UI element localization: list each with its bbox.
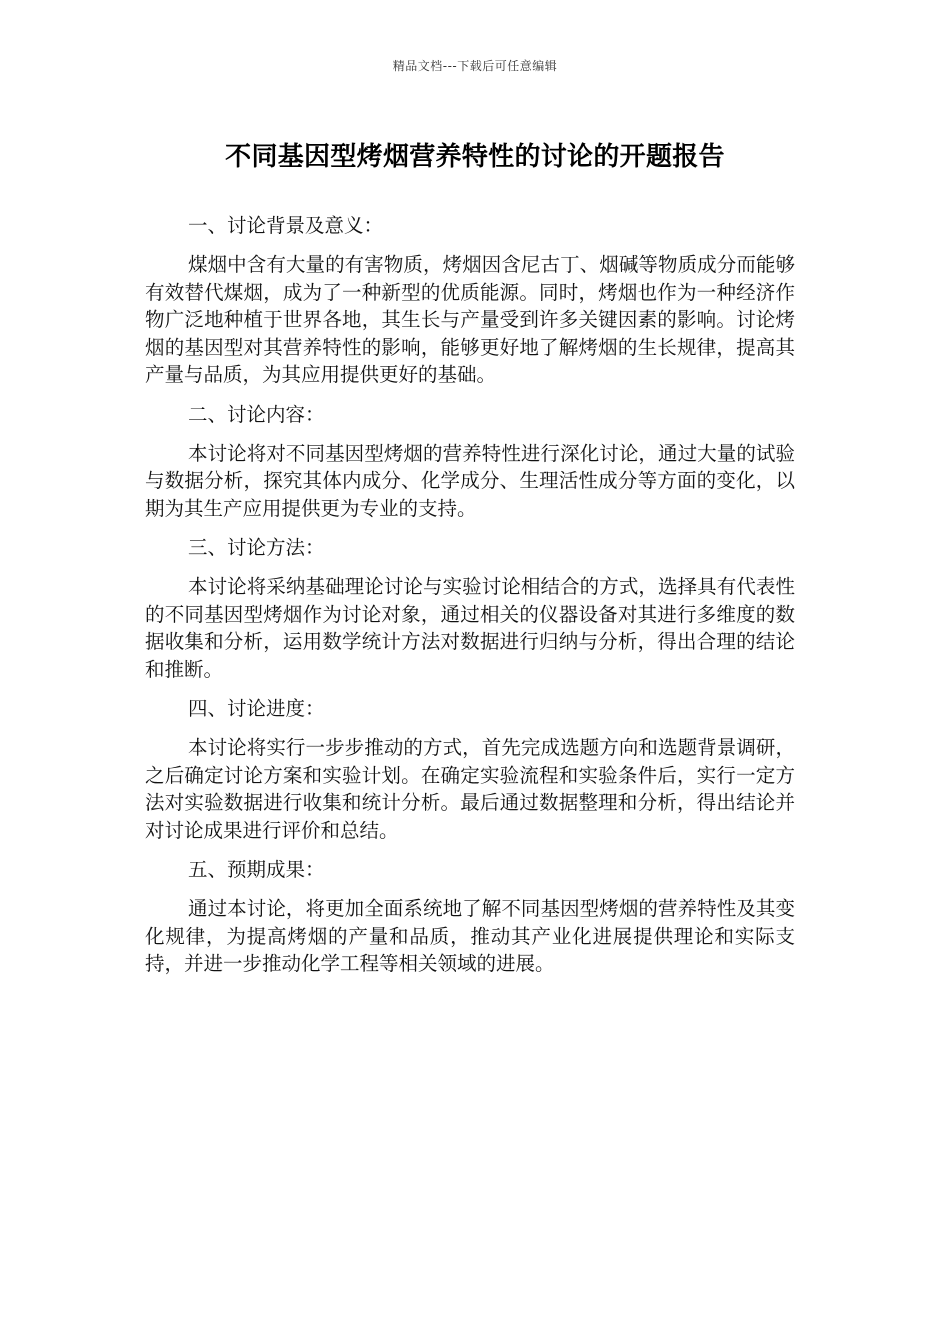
document-title: 不同基因型烤烟营养特性的讨论的开题报告 <box>225 142 725 172</box>
section-paragraph-outcome: 通过本讨论，将更加全面系统地了解不同基因型烤烟的营养特性及其变化规律，为提高烤烟的产量和品质，推动其产业化进展提供理论和实际支持，并进一步推动化学工程等相关领域的进展。 <box>145 897 795 975</box>
section-paragraph-method: 本讨论将采纳基础理论讨论与实验讨论相结合的方式，选择具有代表性的不同基因型烤烟作为讨论对象，通过相关的仪器设备对其进行多维度的数据收集和分析，运用数学统计方法对数据进行归纳与分析，得出合理的结论和推断。 <box>145 575 795 681</box>
document-body <box>145 212 795 990</box>
page-header: 精品文档---下载后可任意编辑 <box>392 59 558 73</box>
section-heading-method: 三、讨论方法： <box>188 536 325 559</box>
section-heading-outcome: 五、预期成果： <box>188 858 325 881</box>
section-heading-background: 一、讨论背景及意义： <box>188 214 384 237</box>
section-heading-content: 二、讨论内容： <box>188 402 325 426</box>
section-paragraph-background: 煤烟中含有大量的有害物质，烤烟因含尼古丁、烟碱等物质成分而能够有效替代煤烟，成为了一种新型的优质能源。同时，烤烟也作为一种经济作物广泛地种植于世界各地，其生长与产量受到许多关键因素的影响。讨论烤烟的基因型对其营养特性的影响，能够更好地了解烤烟的生长规律，提高其产量与品质，为其应用提供更好的基础。 <box>145 253 795 386</box>
section-paragraph-content: 本讨论将对不同基因型烤烟的营养特性进行深化讨论，通过大量的试验与数据分析，探究其体内成分、化学成分、生理活性成分等方面的变化，以期为其生产应用提供更为专业的支持。 <box>145 441 795 520</box>
section-heading-progress: 四、讨论进度： <box>188 697 325 720</box>
section-paragraph-progress: 本讨论将实行一步步推动的方式，首先完成选题方向和选题背景调研，之后确定讨论方案和实验计划。在确定实验流程和实验条件后，实行一定方法对实验数据进行收集和统计分析。最后通过数据整理和分析，得出结论并对讨论成果进行评价和总结。 <box>145 736 795 842</box>
